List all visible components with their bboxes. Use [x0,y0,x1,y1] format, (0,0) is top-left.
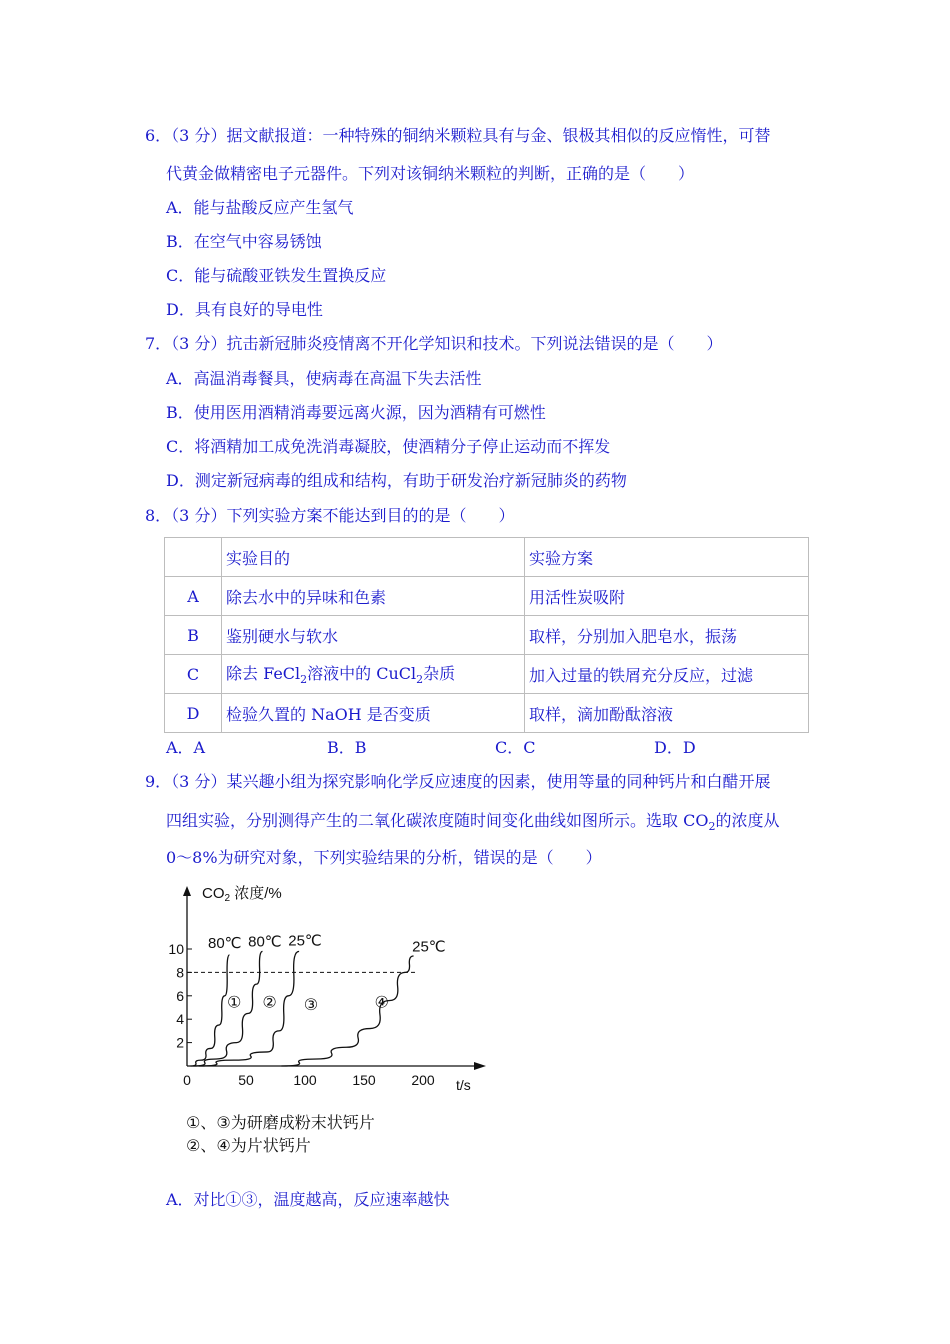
table-row [165,694,809,733]
series-temperature-label: 25℃ [412,938,446,956]
q8-option-d: D．D [654,738,696,757]
series-temperature-label: 25℃ [288,932,322,950]
q7-option-a: A．高温消毒餐具，使病毒在高温下失去活性 [166,369,482,388]
x-tick-label: 100 [293,1072,317,1088]
purpose-text: 溶液中的 CuCl [307,664,417,684]
q7-option-d: D．测定新冠病毒的组成和结构，有助于研发治疗新冠肺炎的药物 [166,471,627,490]
q9-line2-text: 的浓度从 [715,811,780,830]
series-marker-label: ④ [374,994,389,1012]
q9-line2-text: 四组实验，分别测得产生的二氧化碳浓度随时间变化曲线如图所示。选取 CO [166,811,709,830]
row-label: B [165,616,222,655]
y-tick-label: 2 [176,1034,184,1051]
q9-line2 [166,811,779,837]
y-tick-label: 8 [176,964,184,981]
q8-option-b: B．B [327,738,367,757]
chart-legend-line2: ②、④为片状钙片 [186,1136,311,1155]
x-axis-arrow [474,1062,486,1070]
chart-labels [208,932,446,1014]
series-curve-3 [199,951,299,1066]
experiment-table [164,537,809,733]
series-temperature-label: 80℃ [207,934,242,952]
y-tick-label: 10 [168,941,184,957]
q9-line3: 0～8%为研究对象，下列实验结果的分析，错误的是（ ） [166,848,602,867]
series-marker-label: ① [227,994,242,1012]
x-tick-label: 200 [411,1072,435,1088]
table-row [165,616,809,655]
subscript: 2 [300,673,308,687]
table-row [165,577,809,616]
row-plan: 取样，分别加入肥皂水，振荡 [525,616,809,655]
table-header-cell [165,538,222,577]
table-header-row [165,538,809,577]
row-purpose: 鉴别硬水与软水 [222,616,525,655]
q8-option-c: C．C [495,738,536,757]
row-plan: 加入过量的铁屑充分反应，过滤 [525,655,809,694]
x-axis-label: t/s [456,1077,471,1093]
y-tick-label: 6 [176,987,184,1004]
row-plan: 取样，滴加酚酞溶液 [525,694,809,733]
q6-line1: 6．（3 分）据文献报道：一种特殊的铜纳米颗粒具有与金、银极其相似的反应惰性，可替 [145,126,771,145]
subscript: 2 [416,673,424,687]
series-curve-1 [191,955,230,1066]
q9-option-a: A．对比①③，温度越高，反应速率越快 [166,1190,450,1209]
q6-option-a: A．能与盐酸反应产生氢气 [166,198,354,217]
row-label: D [165,694,222,733]
co2-concentration-chart [160,878,500,1100]
row-purpose: 除去水中的异味和色素 [222,577,525,616]
table-header-cell: 实验方案 [525,538,809,577]
y-axis-label-part: CO [202,885,225,902]
q6-option-c: C．能与硫酸亚铁发生置换反应 [166,266,387,285]
series-marker-label: ③ [303,996,319,1014]
row-label: A [165,577,222,616]
y-axis-label [202,884,282,904]
q8-line1: 8．（3 分）下列实验方案不能达到目的的是（ ） [145,506,515,525]
q7-option-c: C．将酒精加工成免洗消毒凝胶，使酒精分子停止运动而不挥发 [166,437,611,456]
y-tick-label: 4 [176,1011,184,1028]
x-tick-label: 50 [238,1072,254,1088]
purpose-text: 除去 FeCl [226,664,301,684]
y-axis-label-part: 浓度/% [230,885,282,902]
y-axis-label-sub: 2 [224,893,231,904]
q8-option-a: A．A [166,738,206,757]
q6-option-b: B．在空气中容易锈蚀 [166,232,322,251]
series-temperature-label: 80℃ [248,933,282,951]
table-row [165,655,809,694]
q7-option-b: B．使用医用酒精消毒要远离火源，因为酒精有可燃性 [166,403,546,422]
x-tick-label: 0 [183,1072,191,1088]
q9-line1: 9．（3 分）某兴趣小组为探究影响化学反应速度的因素，使用等量的同种钙片和白醋开展 [145,772,771,791]
q6-line2: 代黄金做精密电子元器件。下列对该铜纳米颗粒的判断，正确的是（ ） [166,164,695,183]
q7-line1: 7．（3 分）抗击新冠肺炎疫情离不开化学知识和技术。下列说法错误的是（ ） [145,334,723,353]
table-header-cell: 实验目的 [222,538,525,577]
subscript: 2 [708,820,716,834]
row-plan: 用活性炭吸附 [525,577,809,616]
q6-option-d: D．具有良好的导电性 [166,300,323,319]
chart-legend-line1: ①、③为研磨成粉末状钙片 [186,1113,375,1132]
row-purpose: 检验久置的 NaOH 是否变质 [222,694,525,733]
purpose-text: 杂质 [423,664,456,684]
row-label: C [165,655,222,694]
row-purpose [222,655,525,694]
series-marker-label: ② [262,994,277,1012]
y-axis-arrow [183,886,191,896]
x-tick-label: 150 [352,1072,376,1088]
